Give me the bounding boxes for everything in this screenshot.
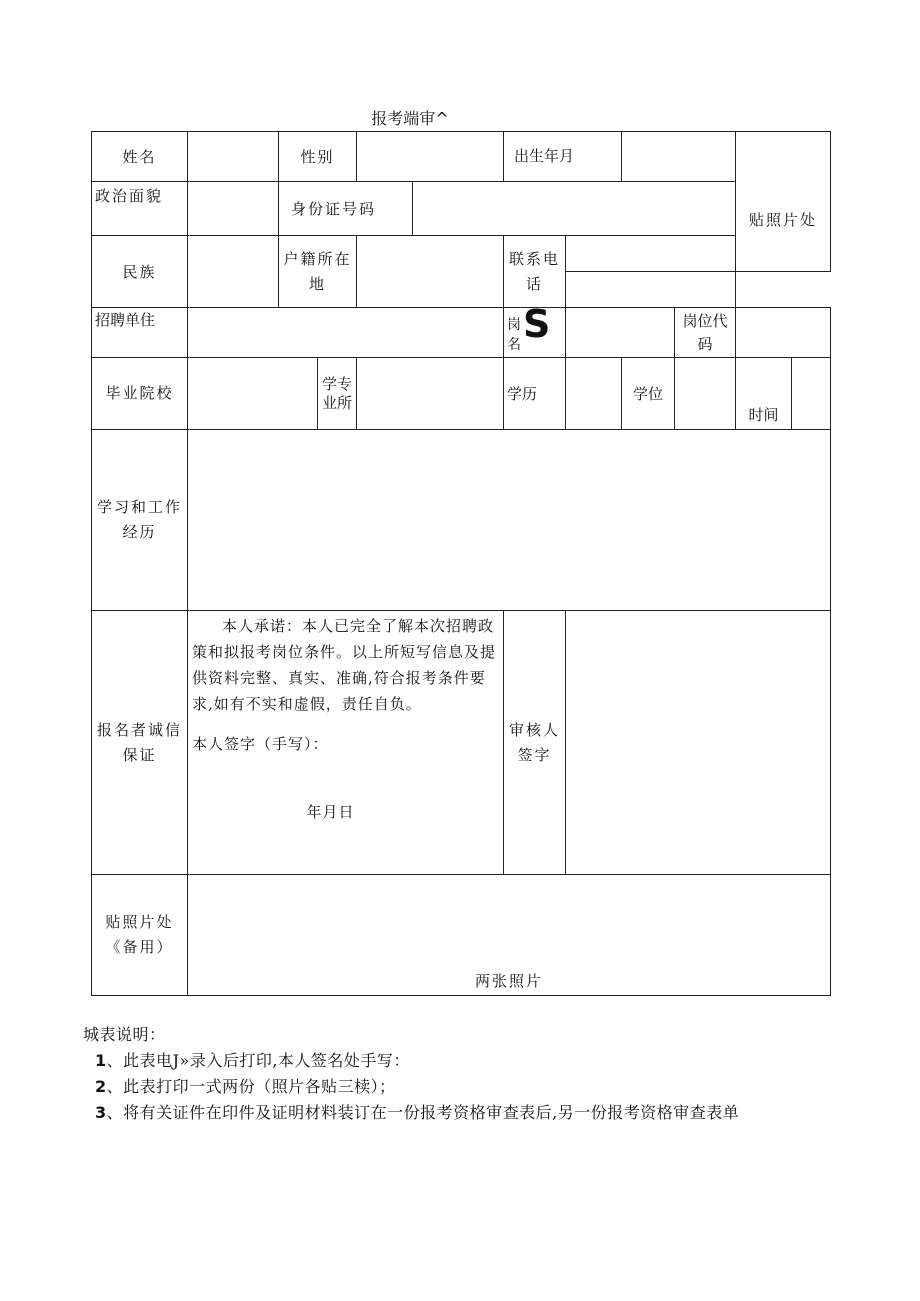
field-time[interactable] [792,358,831,430]
label-photo: 贴照片处 [736,132,831,272]
label-time: 时间 [736,358,792,430]
field-gender[interactable] [357,132,504,182]
field-birth[interactable] [622,132,736,182]
field-hukou[interactable] [357,236,504,308]
pledge-text: 本人承诺：本人已完全了解本次招聘政策和拟报考岗位条件。以上所短写信息及提供资料完整、真实、准确,符合报考条件要求,如有不实和虚假，责任自负。 [192,617,497,713]
field-reviewer-signature[interactable] [566,611,831,875]
field-post-code[interactable] [736,308,831,358]
pledge-signature-label: 本人签字（手写）： [192,735,329,753]
field-ethnicity[interactable] [188,236,279,308]
label-post-name [504,301,566,358]
label-name: 姓名 [92,132,188,182]
form-title: 报考端审^ [371,109,449,128]
field-degree[interactable] [675,358,736,430]
note-item: 1、此表电J»录入后打印,本人签名处手写： [95,1051,410,1070]
label-political: 政治面貌 [92,182,188,236]
pledge-date: 年月日 [306,803,355,821]
field-political[interactable] [188,182,279,236]
field-education[interactable] [566,358,622,430]
field-phone-2[interactable] [566,272,736,308]
note-item: 2、此表打印一式两份（照片各贴三椟）； [95,1077,396,1096]
label-phone: 联系电话 [504,236,566,308]
field-name[interactable] [188,132,279,182]
field-phone-1[interactable] [566,236,736,272]
label-ethnicity: 民族 [92,236,188,308]
post-name-text: 岗名 [507,316,522,353]
label-major: 学专业所 [318,358,357,430]
label-hukou: 户籍所在地 [279,236,357,308]
two-photos-area: 两张照片 [188,875,831,996]
label-id-number: 身份证号码 [279,182,413,236]
field-post-name[interactable] [566,308,675,358]
label-education: 学历 [504,358,566,430]
form-notes [83,1022,739,1126]
field-school[interactable] [188,358,318,430]
field-employer[interactable] [188,308,504,358]
label-birth: 出生年月 [504,132,622,182]
label-degree: 学位 [622,358,675,430]
label-school: 毕业院校 [92,358,188,430]
field-id-number[interactable] [413,182,736,236]
label-photo-backup: 贴照片处《备用） [92,875,188,996]
label-employer: 招聘单住 [92,308,188,358]
label-reviewer: 审核人签字 [504,611,566,875]
pledge-block [188,611,504,875]
registration-form-table [91,131,831,996]
label-gender: 性别 [279,132,357,182]
label-guarantee: 报名者诚信保证 [92,611,188,875]
post-name-mark: S [523,301,551,346]
notes-heading: 城表说明： [83,1025,166,1044]
field-major[interactable] [357,358,504,430]
note-item: 3、将有关证件在印件及证明材料装订在一份报考资格审查表后,另一份报考资格审查表单 [95,1103,740,1122]
label-experience: 学习和工作经历 [92,430,188,611]
field-experience[interactable] [188,430,831,611]
label-post-code: 岗位代码 [675,308,736,358]
